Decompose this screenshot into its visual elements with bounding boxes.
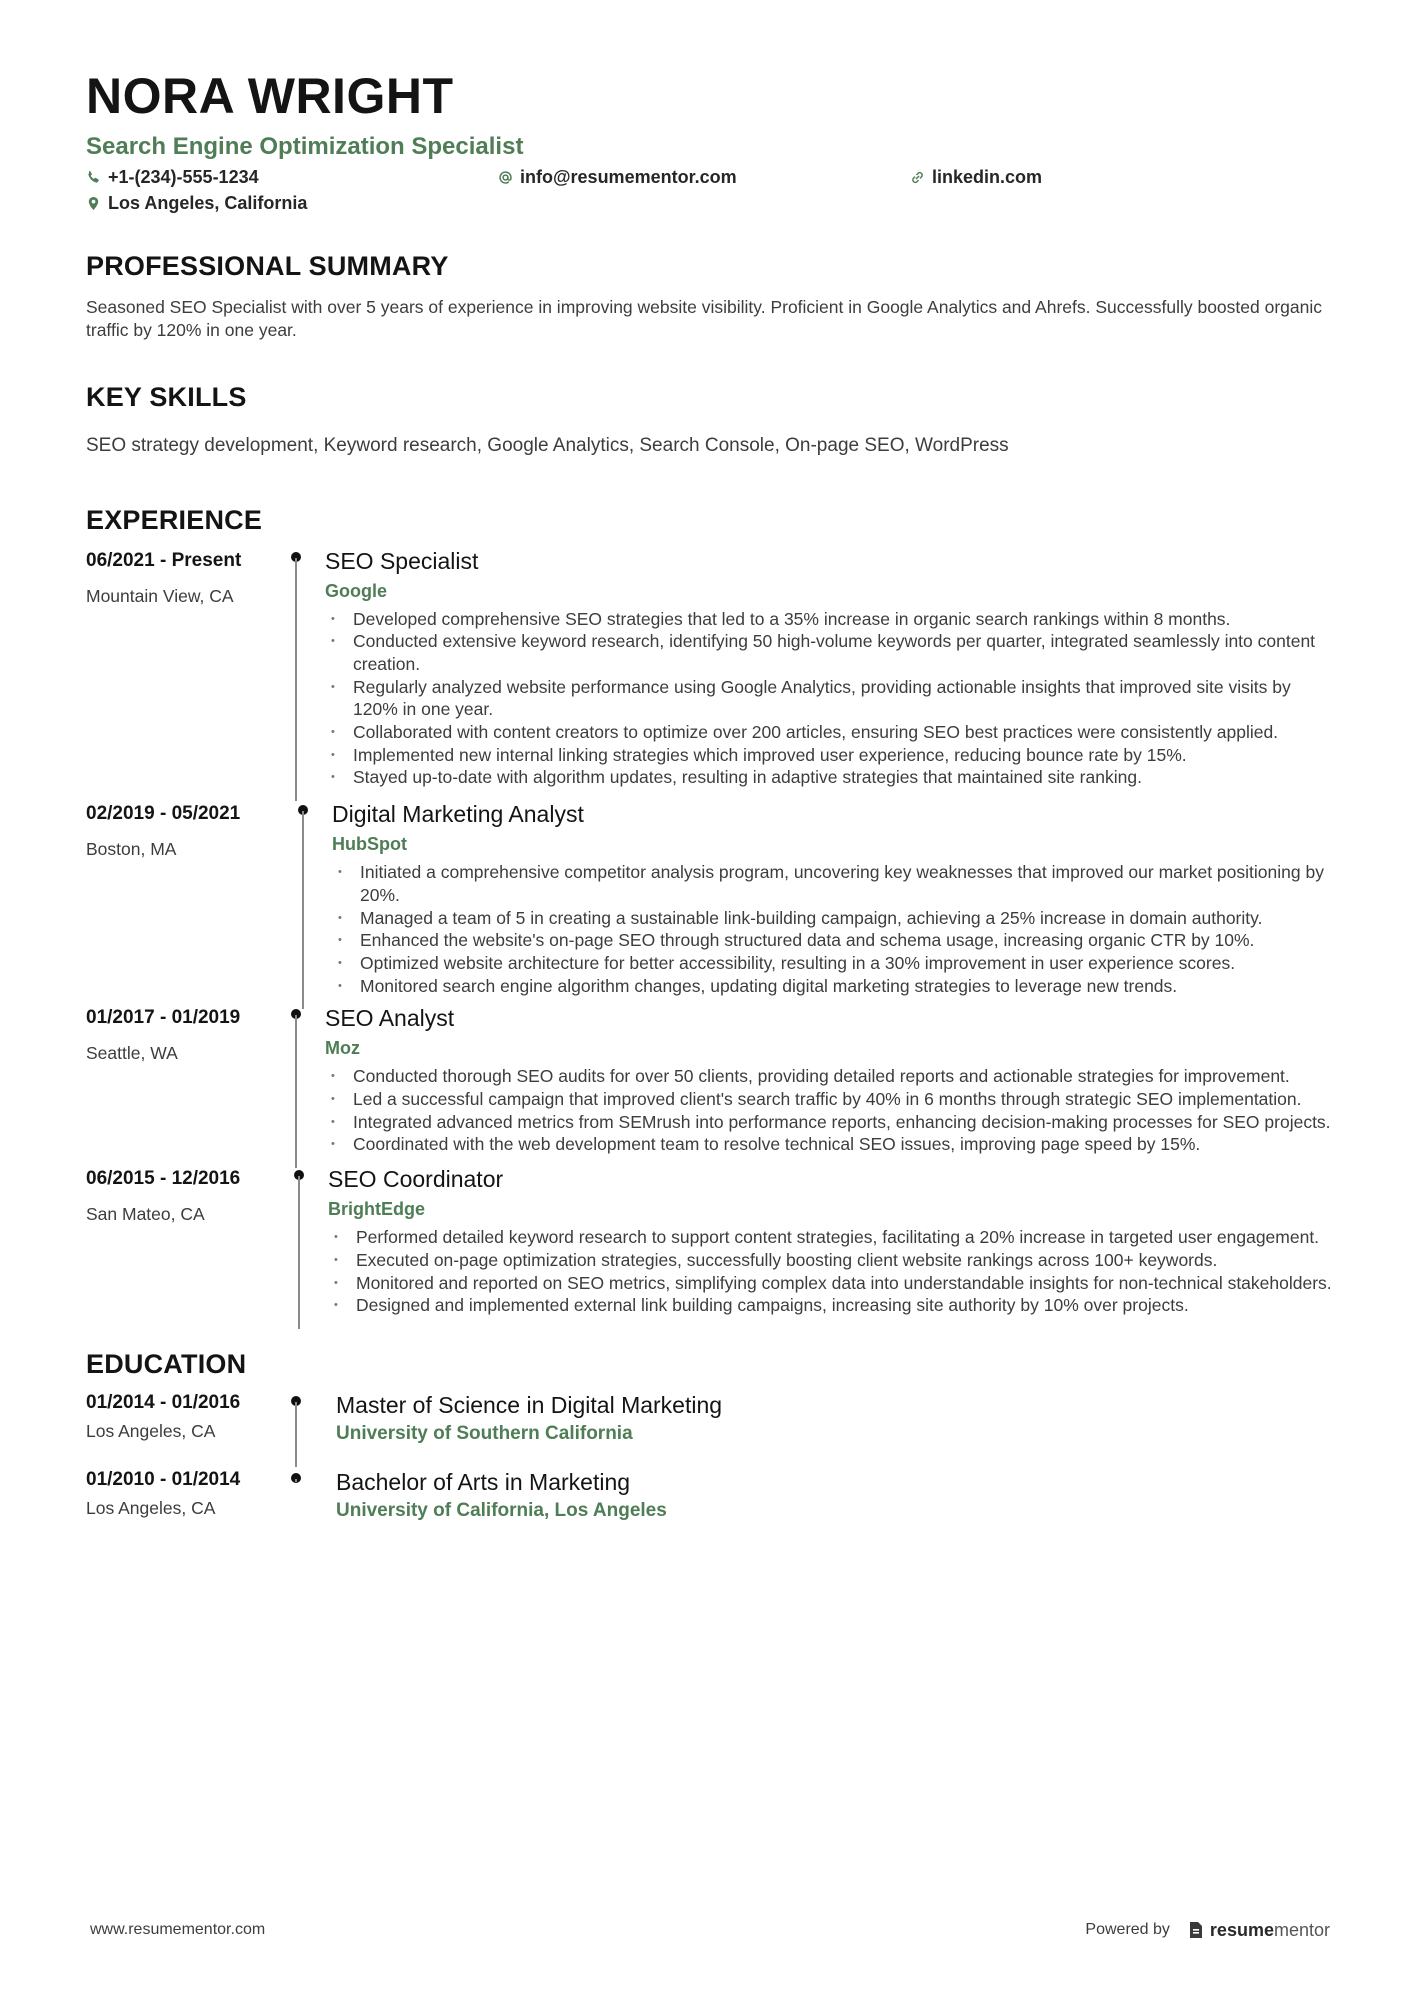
job-location: Mountain View, CA: [86, 585, 234, 606]
experience-entry: [86, 1166, 1336, 1317]
job-bullets: [328, 1226, 1336, 1317]
job-location: Seattle, WA: [86, 1043, 178, 1064]
job-dates: 01/2017 - 01/2019: [86, 1007, 241, 1029]
phone-icon: [86, 170, 101, 185]
education-dates: 01/2010 - 01/2014: [86, 1468, 241, 1490]
experience-entry: [86, 801, 1336, 997]
job-details: [306, 1166, 1336, 1317]
job-location: San Mateo, CA: [86, 1204, 205, 1225]
education-school: University of California, Los Angeles: [336, 1499, 667, 1521]
contact-linkedin[interactable]: [910, 167, 1240, 189]
skills-text: SEO strategy development, Keyword research, Google Analytics, Search Console, On-page SEO, WordPress: [86, 434, 1009, 456]
timeline-line: [295, 558, 297, 802]
job-bullet: • Integrated advanced metrics from SEMrush into performance reports, enhancing decision-making processes for SEO projects.: [325, 1111, 1336, 1134]
at-icon: [498, 170, 513, 185]
job-bullet: • Monitored and reported on SEO metrics, simplifying complex data into understandable insights for non-technical stakeholders.: [328, 1272, 1336, 1295]
education-section: [86, 1349, 1336, 1522]
education-details: [336, 1392, 1336, 1445]
education-heading: EDUCATION: [86, 1348, 247, 1379]
job-bullet: • Developed comprehensive SEO strategies that led to a 35% increase in organic search rankings within 8 months.: [325, 608, 1336, 631]
location-text: Los Angeles, California: [108, 193, 308, 213]
job-company: HubSpot: [332, 834, 407, 855]
timeline-rail: [291, 548, 301, 802]
timeline-line: [295, 1479, 297, 1482]
job-bullet: • Conducted extensive keyword research, identifying 50 high-volume keywords per quarter, integrated seamlessly into content creation.: [325, 630, 1336, 675]
email-text[interactable]: info@resumementor.com: [520, 167, 737, 187]
job-role: SEO Coordinator: [328, 1166, 504, 1193]
powered-by-label: Powered by: [1085, 1921, 1170, 1938]
job-bullet: • Monitored search engine algorithm changes, updating digital marketing strategies to leverage new trends.: [332, 975, 1336, 998]
education-timeline: [86, 1392, 1336, 1522]
job-meta: [86, 1005, 306, 1156]
job-company: BrightEdge: [328, 1199, 425, 1220]
education-entry: [86, 1392, 1336, 1445]
job-bullet: • Executed on-page optimization strategies, successfully boosting client website rankings across 100+ keywords.: [328, 1249, 1336, 1272]
education-degree: Master of Science in Digital Marketing: [336, 1391, 723, 1418]
job-bullet: • Collaborated with content creators to optimize over 200 articles, ensuring SEO best practices were consistently applied.: [325, 721, 1336, 744]
summary-section: [86, 251, 1336, 342]
resume-page: [86, 70, 1336, 1522]
timeline-line: [298, 1176, 300, 1329]
job-details: [306, 801, 1336, 997]
education-school: University of Southern California: [336, 1422, 633, 1444]
education-location: Los Angeles, CA: [86, 1420, 216, 1441]
job-bullets: [325, 608, 1336, 790]
powered-by: [1085, 1920, 1330, 1941]
job-details: [306, 548, 1336, 790]
contact-location: [86, 193, 498, 215]
experience-section: [86, 505, 1336, 1317]
job-bullets: [332, 861, 1336, 997]
resumementor-logo-icon: [1188, 1921, 1204, 1939]
contact-email[interactable]: [498, 167, 910, 189]
job-bullet: • Designed and implemented external link building campaigns, increasing site authority by 10% over projects.: [328, 1294, 1336, 1317]
job-bullet: • Performed detailed keyword research to support content strategies, facilitating a 20% increase in targeted user engagement.: [328, 1226, 1336, 1249]
link-icon: [910, 170, 925, 185]
contact-info: [86, 167, 1336, 215]
timeline-rail: [291, 1469, 301, 1482]
education-degree: Bachelor of Arts in Marketing: [336, 1468, 631, 1495]
candidate-title: Search Engine Optimization Specialist: [86, 132, 524, 160]
candidate-name: NORA WRIGHT: [86, 68, 454, 124]
job-bullet: • Implemented new internal linking strategies which improved user experience, reducing bounce rate by 15%.: [325, 744, 1336, 767]
timeline-rail: [294, 1166, 304, 1329]
skills-section: [86, 382, 1336, 457]
job-bullet: • Coordinated with the web development team to resolve technical SEO issues, improving page speed by 15%.: [325, 1133, 1336, 1156]
job-dates: 06/2015 - 12/2016: [86, 1168, 241, 1190]
brand-text-mentor: mentor: [1273, 1919, 1330, 1940]
timeline-line: [295, 1402, 297, 1467]
timeline-rail: [291, 1005, 301, 1168]
job-meta: [86, 548, 306, 790]
experience-heading: EXPERIENCE: [86, 504, 263, 535]
job-role: SEO Analyst: [325, 1005, 455, 1032]
experience-entry: [86, 548, 1336, 790]
job-bullet: • Stayed up-to-date with algorithm updates, resulting in adaptive strategies that maintained site ranking.: [325, 766, 1336, 789]
map-pin-icon: [86, 196, 101, 211]
resume-header: [86, 70, 1336, 215]
timeline-rail: [291, 1392, 301, 1467]
experience-entry: [86, 1005, 1336, 1156]
footer-website[interactable]: www.resumementor.com: [90, 1921, 266, 1938]
job-role: Digital Marketing Analyst: [332, 801, 584, 828]
job-company: Google: [325, 580, 387, 601]
job-meta: [86, 1166, 306, 1317]
summary-heading: PROFESSIONAL SUMMARY: [86, 250, 449, 281]
education-dates: 01/2014 - 01/2016: [86, 1391, 241, 1413]
job-bullet: • Initiated a comprehensive competitor analysis program, uncovering key weaknesses that improved our market positioning by 20%.: [332, 861, 1336, 906]
linkedin-text[interactable]: linkedin.com: [932, 167, 1043, 187]
job-bullet: • Conducted thorough SEO audits for over 50 clients, providing detailed reports and actionable strategies for improvement.: [325, 1065, 1336, 1088]
job-role: SEO Specialist: [325, 547, 479, 574]
page-footer: [90, 1918, 1330, 1942]
skills-heading: KEY SKILLS: [86, 381, 247, 412]
summary-text: Seasoned SEO Specialist with over 5 years of experience in improving website visibility. Proficient in Google Analytics and Ahrefs. Successfully boosted organic traffic by 120% in one year.: [86, 296, 1322, 340]
timeline-rail: [298, 801, 308, 1009]
job-bullet: • Enhanced the website's on-page SEO through structured data and schema usage, increasing organic CTR by 10%.: [332, 929, 1336, 952]
timeline-line: [295, 1015, 297, 1168]
job-dates: 06/2021 - Present: [86, 549, 242, 571]
job-bullet: • Optimized website architecture for better accessibility, resulting in a 30% improvement in user experience scores.: [332, 952, 1336, 975]
job-meta: [86, 801, 306, 997]
timeline-line: [302, 811, 304, 1009]
education-details: [336, 1469, 1336, 1522]
job-bullets: [325, 1065, 1336, 1156]
job-company: Moz: [325, 1038, 360, 1059]
education-entry: [86, 1469, 1336, 1522]
job-dates: 02/2019 - 05/2021: [86, 803, 241, 825]
job-location: Boston, MA: [86, 839, 177, 860]
education-location: Los Angeles, CA: [86, 1497, 216, 1518]
phone-text: +1-(234)-555-1234: [108, 167, 259, 187]
contact-phone: [86, 167, 498, 189]
job-bullet: • Managed a team of 5 in creating a sustainable link-building campaign, achieving a 25% increase in domain authority.: [332, 907, 1336, 930]
experience-timeline: [86, 548, 1336, 1317]
job-bullet: • Regularly analyzed website performance using Google Analytics, providing actionable insights that improved site visits by 120% in one year.: [325, 676, 1336, 721]
brand-text-resume: resume: [1209, 1919, 1274, 1940]
job-bullet: • Led a successful campaign that improved client's search traffic by 40% in 6 months through strategic SEO implementation.: [325, 1088, 1336, 1111]
job-details: [306, 1005, 1336, 1156]
brand-logo[interactable]: [1188, 1920, 1330, 1941]
